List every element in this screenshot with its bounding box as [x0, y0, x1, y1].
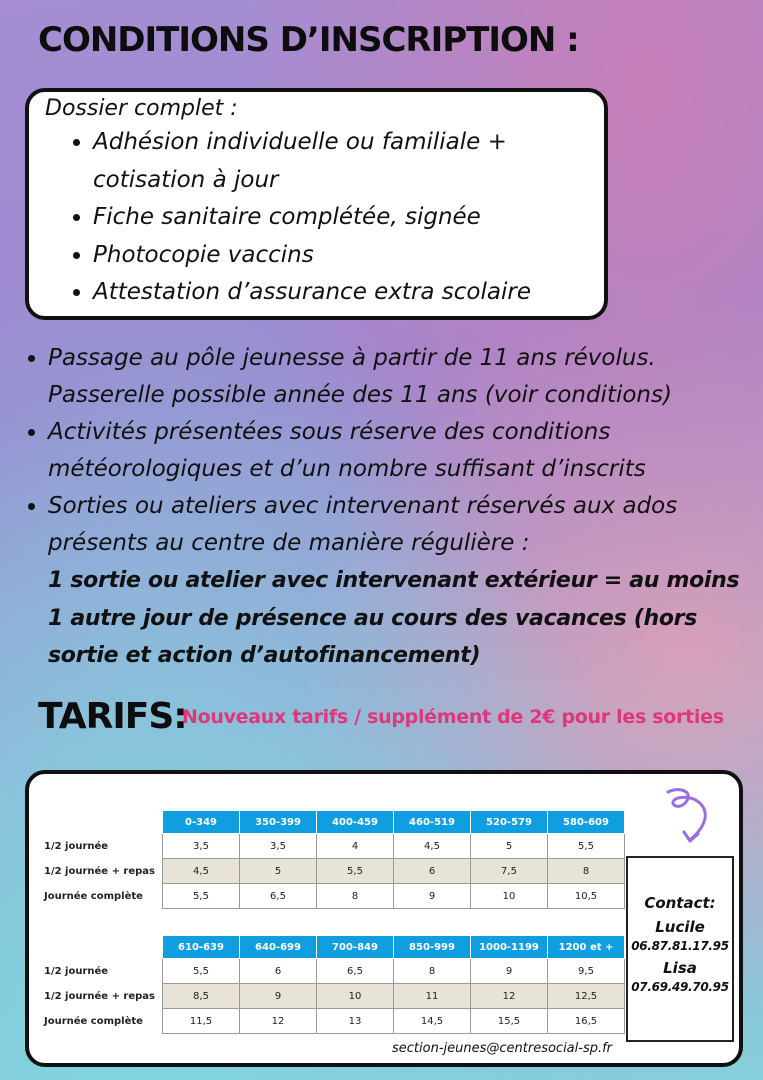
table-cell: 12,5	[548, 984, 625, 1009]
contact-title: Contact:	[644, 894, 716, 912]
dossier-item: cotisation à jour	[93, 166, 279, 193]
table-cell: 3,5	[240, 834, 317, 859]
table-cell: 10	[471, 884, 548, 909]
table-cell: 3,5	[163, 834, 240, 859]
table-cell: 5	[240, 859, 317, 884]
row-label: 1/2 journée	[44, 840, 109, 852]
table-header: 700-849	[317, 936, 394, 959]
table-cell: 6	[240, 959, 317, 984]
contact-box	[626, 856, 734, 1042]
table-header: 460-519	[394, 811, 471, 834]
table-cell: 11	[394, 984, 471, 1009]
table-header: 610-639	[163, 936, 240, 959]
table-cell: 5	[471, 834, 548, 859]
row-label: 1/2 journée + repas	[44, 865, 155, 877]
table-row	[40, 1009, 625, 1034]
table-row	[40, 834, 625, 859]
condition-item: • Passage au pôle jeunesse à partir de 11 ans révolus. Passerelle possible année des 11 ans (voir conditions)	[48, 340, 748, 414]
table-cell: 10	[317, 984, 394, 1009]
table-cell: 13	[317, 1009, 394, 1034]
table-header: 1200 et +	[548, 936, 625, 959]
tarifs-table-1	[40, 810, 625, 909]
table-cell: 12	[471, 984, 548, 1009]
row-label: 1/2 journée	[44, 965, 109, 977]
dossier-intro: Dossier complet :	[45, 96, 238, 121]
table-row	[40, 959, 625, 984]
contact-name: Lisa	[663, 959, 697, 977]
contact-phone[interactable]: 06.87.81.17.95	[631, 939, 729, 953]
table-row	[40, 984, 625, 1009]
dossier-item: • Fiche sanitaire complétée, signée	[93, 199, 531, 237]
table-cell: 11,5	[163, 1009, 240, 1034]
dossier-box	[25, 88, 608, 320]
table-cell: 8	[317, 884, 394, 909]
table-row	[40, 859, 625, 884]
row-label: Journée complète	[44, 1015, 143, 1027]
table-header: 640-699	[240, 936, 317, 959]
table-cell: 9	[471, 959, 548, 984]
table-header: 520-579	[471, 811, 548, 834]
dossier-list	[73, 124, 531, 312]
table-cell: 8	[394, 959, 471, 984]
condition-rule: 1 sortie ou atelier avec intervenant extérieur = au moins 1 autre jour de présence au cours des vacances (hors sortie et action d’autofinancement)	[48, 568, 740, 668]
table-header: 580-609	[548, 811, 625, 834]
table-header: 400-459	[317, 811, 394, 834]
table-cell: 5,5	[163, 884, 240, 909]
page-title: CONDITIONS D’INSCRIPTION :	[38, 20, 579, 60]
condition-item	[48, 488, 748, 675]
condition-text: Sorties ou ateliers avec intervenant réservés aux ados présents au centre de manière régulière :	[48, 493, 678, 556]
table-cell: 6,5	[317, 959, 394, 984]
tarifs-note: Nouveaux tarifs / supplément de 2€ pour les sorties	[182, 706, 724, 728]
row-label: 1/2 journée + repas	[44, 990, 155, 1002]
table-cell: 9,5	[548, 959, 625, 984]
table-row	[40, 884, 625, 909]
dossier-item: • Photocopie vaccins	[93, 237, 531, 275]
email-link[interactable]: section-jeunes@centresocial-sp.fr	[392, 1041, 613, 1056]
table-cell: 14,5	[394, 1009, 471, 1034]
condition-item: • Activités présentées sous réserve des conditions météorologiques et d’un nombre suffisant d’inscrits	[48, 414, 748, 488]
table-cell: 9	[240, 984, 317, 1009]
table-header: 0-349	[163, 811, 240, 834]
table-cell: 12	[240, 1009, 317, 1034]
table-cell: 16,5	[548, 1009, 625, 1034]
dossier-item: • Adhésion individuelle ou familiale +	[93, 124, 531, 162]
curly-arrow-icon	[660, 782, 720, 852]
row-label: Journée complète	[44, 890, 143, 902]
table-header: 1000-1199	[471, 936, 548, 959]
table-header: 350-399	[240, 811, 317, 834]
table-cell: 5,5	[317, 859, 394, 884]
table-cell: 15,5	[471, 1009, 548, 1034]
contact-name: Lucile	[655, 918, 705, 936]
tarifs-table-2	[40, 935, 625, 1034]
table-cell: 7,5	[471, 859, 548, 884]
table-cell: 6	[394, 859, 471, 884]
table-cell: 4,5	[163, 859, 240, 884]
table-cell: 8,5	[163, 984, 240, 1009]
table-cell: 5,5	[548, 834, 625, 859]
table-cell: 9	[394, 884, 471, 909]
conditions-list	[30, 340, 748, 675]
table-header: 850-999	[394, 936, 471, 959]
table-cell: 8	[548, 859, 625, 884]
table-cell: 4	[317, 834, 394, 859]
table-cell: 10,5	[548, 884, 625, 909]
contact-phone[interactable]: 07.69.49.70.95	[631, 980, 729, 994]
dossier-item: • Attestation d’assurance extra scolaire	[93, 274, 531, 312]
table-cell: 5,5	[163, 959, 240, 984]
tarifs-heading: TARIFS:	[38, 696, 187, 737]
table-cell: 4,5	[394, 834, 471, 859]
table-cell: 6,5	[240, 884, 317, 909]
